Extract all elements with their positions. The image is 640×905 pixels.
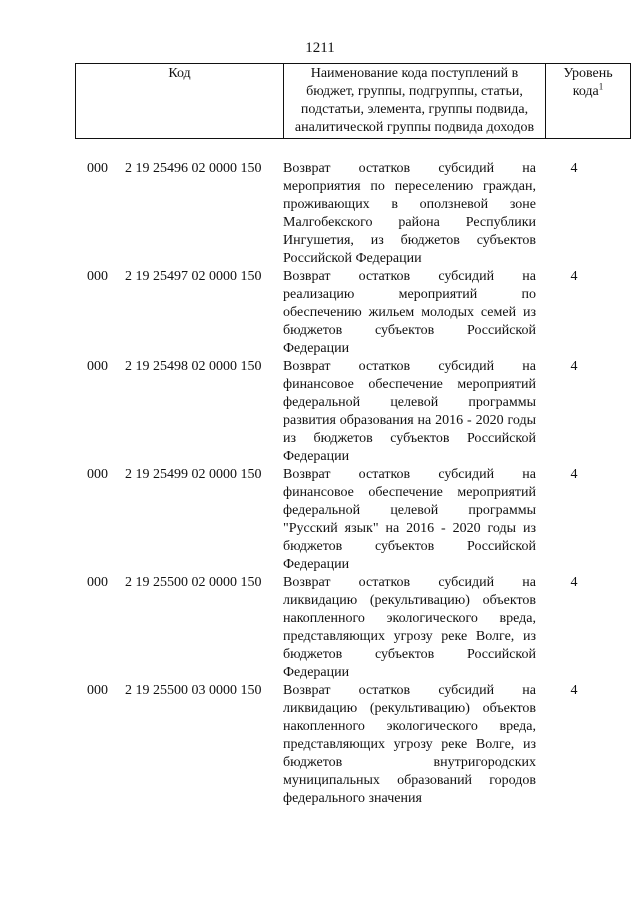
code-level: 4 <box>570 683 578 698</box>
header-code: Код <box>76 64 284 139</box>
code-level: 4 <box>570 161 578 176</box>
page-number: 1211 <box>305 40 335 56</box>
revenue-name: Возврат остатков субсидий на мероприятия по переселению граждан, проживающих в оползневой зоне Малгобекского района Республики Ингушетия, из бюджетов субъектов Российской Федерации <box>283 161 536 266</box>
revenue-name: Возврат остатков субсидий на ликвидацию (рекультивацию) объектов накопленного экологического вреда, представляющих угрозу реке Волге, из бюджетов внутригородских муниципальных образований городов федерального значения <box>283 683 536 806</box>
table-row <box>0 682 640 808</box>
revenue-name: Возврат остатков субсидий на финансовое обеспечение мероприятий федеральной целевой программы развития образования на 2016 - 2020 годы из бюджетов субъектов Российской Федерации <box>283 359 536 464</box>
table-row <box>0 160 640 268</box>
revenue-code: 2 19 25497 02 0000 150 <box>125 269 262 284</box>
header-level-footnote: 1 <box>598 81 604 92</box>
revenue-code: 2 19 25498 02 0000 150 <box>125 359 262 374</box>
code-level: 4 <box>570 269 578 284</box>
revenue-name: Возврат остатков субсидий на финансовое обеспечение мероприятий федеральной целевой программы "Русский язык" на 2016 - 2020 годы из бюджетов субъектов Российской Федерации <box>283 467 536 572</box>
admin-code: 000 <box>87 467 108 482</box>
admin-code: 000 <box>87 575 108 590</box>
revenue-code: 2 19 25496 02 0000 150 <box>125 161 262 176</box>
code-level: 4 <box>570 359 578 374</box>
revenue-name: Возврат остатков субсидий на ликвидацию (рекультивацию) объектов накопленного экологического вреда, представляющих угрозу реке Волге, из бюджетов субъектов Российской Федерации <box>283 575 536 680</box>
table-row <box>0 466 640 574</box>
table-body <box>0 160 640 808</box>
revenue-name: Возврат остатков субсидий на реализацию мероприятий по обеспечению жильем молодых семей из бюджетов субъектов Российской Федерации <box>283 269 536 356</box>
header-level-cell <box>546 64 631 139</box>
admin-code: 000 <box>87 683 108 698</box>
header-name: Наименование кода поступлений в бюджет, группы, подгруппы, статьи, подстатьи, элемента, группы подвида, аналитической группы подвида доходов <box>284 64 546 139</box>
code-level: 4 <box>570 575 578 590</box>
table-row <box>0 574 640 682</box>
revenue-code: 2 19 25499 02 0000 150 <box>125 467 262 482</box>
header-level: Уровень кода <box>563 66 613 99</box>
code-level: 4 <box>570 467 578 482</box>
table-row <box>0 358 640 466</box>
admin-code: 000 <box>87 359 108 374</box>
admin-code: 000 <box>87 269 108 284</box>
table-row <box>0 268 640 358</box>
admin-code: 000 <box>87 161 108 176</box>
revenue-code: 2 19 25500 03 0000 150 <box>125 683 262 698</box>
table-header <box>75 63 631 139</box>
revenue-code: 2 19 25500 02 0000 150 <box>125 575 262 590</box>
